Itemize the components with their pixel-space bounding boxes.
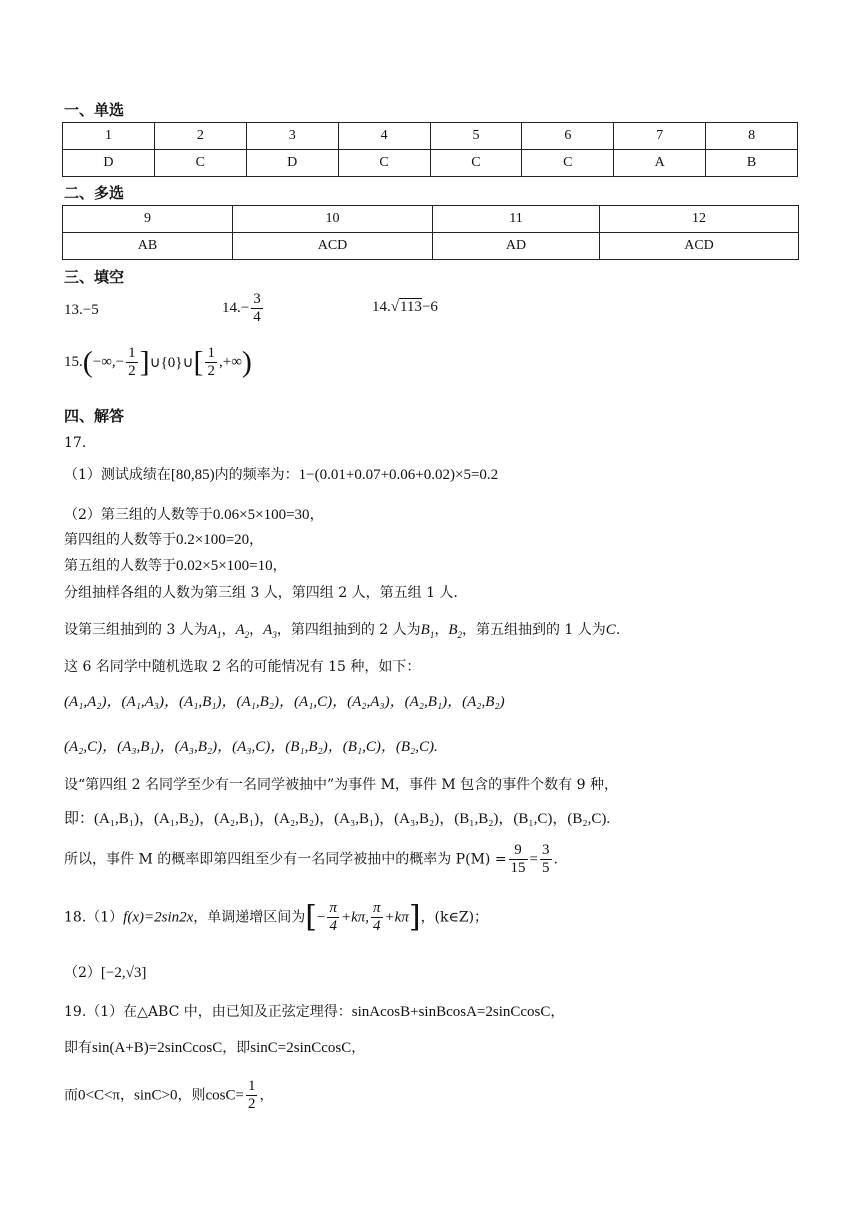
interval-part: −∞,− <box>92 354 125 370</box>
table-cell: 7 <box>614 123 706 150</box>
single-choice-table <box>62 122 798 177</box>
answer-sign: − <box>240 299 250 316</box>
denominator: 15 <box>510 860 526 876</box>
section-heading-multi: 二、多选 <box>64 184 125 202</box>
q17-pairs-line1: (A₁,A₂)，(A₁,A₃)，(A₁,B₁)，(A₁,B₂)，(A₁,C)，(A₂,A₃)，(A₂,B₁)，(A₂,B₂) <box>64 694 505 710</box>
question-number: 14. <box>372 299 391 315</box>
table-cell: 8 <box>706 123 798 150</box>
q19-part1: 19.（1）在△ABC 中，由已知及正弦定理得：sinAcosB+sinBcosA=2sinCcosC， <box>64 1004 565 1020</box>
table-cell: D <box>63 150 155 177</box>
q17-choose-text: 这 6 名同学中随机选取 2 名的可能情况有 15 种，如下： <box>64 659 421 675</box>
q18-part2 <box>64 963 146 983</box>
q17-probability: 所以，事件 M 的概率即第四组至少有一名同学被抽中的概率为 P(M) = $\frac{9}{15}$ = $\frac{3}{5}$ . <box>64 842 558 876</box>
fraction <box>126 345 138 380</box>
section-heading-fill: 三、填空 <box>64 268 125 286</box>
table-cell: C <box>430 150 522 177</box>
denominator: 2 <box>128 363 136 379</box>
answer-15: 15.(−∞,− $\frac{1}{2}$ ]∪{0}∪[ $\frac{1}{2}$ ,+∞) <box>64 345 252 379</box>
fraction <box>509 842 528 877</box>
numerator: 1 <box>247 1078 256 1094</box>
table-cell: C <box>522 150 614 177</box>
numerator: 1 <box>128 345 136 361</box>
table-cell: 6 <box>522 123 614 150</box>
text: （2）第三组的人数等于 <box>64 507 213 523</box>
text: ，则 <box>177 1087 206 1104</box>
table-cell: 12 <box>600 206 799 233</box>
q17-part1 <box>64 465 498 485</box>
section-heading-single: 一、单选 <box>64 101 125 119</box>
q17-sample-text: 分组抽样各组的人数为第三组 3 人，第四组 2 人，第五组 1 人. <box>64 585 458 601</box>
section-heading-solutions: 四、解答 <box>64 407 125 425</box>
math: sin(A+B)=2sinCcosC <box>92 1040 223 1056</box>
q17-number: 17. <box>64 435 87 451</box>
text: （1）测试成绩在 <box>64 467 171 483</box>
math: f(x)=2sin2x <box>123 909 194 926</box>
q17-event-text: 设“第四组 2 名同学至少有一名同学被抽中”为事件 M，事件 M 包含的事件个数有 9 种， <box>64 777 618 793</box>
q17-part2-line1: （2）第三组的人数等于0.06×5×100=30， <box>64 507 324 523</box>
table-row <box>63 206 799 233</box>
answer-rest: −6 <box>421 299 438 315</box>
table-cell: 11 <box>433 206 600 233</box>
numerator: π <box>373 900 381 916</box>
q19-line2: 即有sin(A+B)=2sinCcosC，即sinC=2sinCcosC， <box>64 1040 366 1056</box>
fraction <box>205 345 217 380</box>
denominator: 2 <box>207 363 215 379</box>
multi-choice-table <box>62 205 799 260</box>
table-cell: 4 <box>338 123 430 150</box>
q19-line3: 而0<C<π，sinC>0，则cosC= $\frac{1}{2}$ ， <box>64 1078 274 1112</box>
numerator: π <box>329 900 337 916</box>
fraction <box>540 842 552 877</box>
radicand: 113 <box>399 299 422 315</box>
table-cell: C <box>338 150 430 177</box>
text: 第五组的人数等于 <box>64 558 176 574</box>
math: [80,85) <box>170 467 215 483</box>
text: ，即 <box>222 1040 251 1056</box>
text: 第四组抽到的 2 人为 <box>290 622 421 638</box>
q17-assign-line: 设第三组抽到的 3 人为$A_1$，$A_2$，$A_3$，第四组抽到的 2 人为$B_1$，$B_2$，第五组抽到的 1 人为C. <box>64 622 621 640</box>
text: 第四组的人数等于 <box>64 532 176 548</box>
denominator: 5 <box>542 860 550 876</box>
text: 即有 <box>64 1040 92 1056</box>
math: +kπ <box>384 909 409 926</box>
math: +kπ, <box>340 909 370 926</box>
denominator: 4 <box>329 918 337 934</box>
text: 内的频率为： <box>214 467 299 483</box>
math: 0.2×100=20 <box>176 532 250 548</box>
math: sinC>0 <box>134 1087 178 1104</box>
numerator: 1 <box>207 345 215 361</box>
table-row <box>63 150 798 177</box>
q17-event-pairs: 即：(A₁,B₁)，(A₁,B₂)，(A₂,B₁)，(A₂,B₂)，(A₃,B₁)，(A₃,B₂)，(B₁,B₂)，(B₁,C)，(B₂,C). <box>64 811 611 827</box>
text: 18.（1） <box>64 909 124 926</box>
fraction <box>371 900 383 935</box>
text: 19.（1）在△ABC 中，由已知及正弦定理得： <box>64 1004 352 1020</box>
numerator: 3 <box>253 291 261 307</box>
q17-part2-line3: 第五组的人数等于0.02×5×100=10， <box>64 558 287 574</box>
q17-part2-line2: 第四组的人数等于0.2×100=20， <box>64 532 264 548</box>
math: 1−(0.01+0.07+0.06+0.02)×5=0.2 <box>298 467 499 483</box>
math: 0<C<π <box>78 1087 120 1104</box>
text: 而 <box>64 1087 78 1104</box>
table-cell: 10 <box>233 206 433 233</box>
denominator: 4 <box>253 309 261 325</box>
table-cell: AD <box>433 233 600 260</box>
table-cell: 9 <box>63 206 233 233</box>
denominator: 4 <box>373 918 381 934</box>
math: − <box>317 909 326 926</box>
fraction <box>327 900 339 935</box>
numerator: 9 <box>509 842 528 860</box>
table-cell: D <box>246 150 338 177</box>
table-cell: 2 <box>154 123 246 150</box>
q18-part1: 18.（1）f(x)=2sin2x，单调递增区间为[− $\frac{\pi}{4}$ +kπ, $\frac{\pi}{4}$ +kπ]，(k∈Z)； <box>64 899 489 935</box>
table-row <box>63 123 798 150</box>
math: sinC=2sinCcosC <box>250 1040 352 1056</box>
question-number: 14. <box>222 299 241 316</box>
text: （2） <box>64 965 101 981</box>
math: 0.06×5×100=30 <box>212 507 310 523</box>
interval-part: ,+∞ <box>218 354 242 370</box>
text: 所以，事件 M 的概率即第四组至少有一名同学被抽中的概率为 P(M) = <box>64 851 507 868</box>
answer-14a <box>222 291 265 326</box>
fraction <box>246 1078 258 1113</box>
interval-union: ∪{0}∪ <box>149 355 194 371</box>
math: 0.02×5×100=10 <box>176 558 273 574</box>
answer-14b: 14.√113−6 <box>372 299 438 315</box>
table-cell: ACD <box>600 233 799 260</box>
text: ，(k∈Z)； <box>420 909 489 926</box>
text: ，单调递增区间为 <box>193 909 306 926</box>
table-cell: B <box>706 150 798 177</box>
question-number: 13. <box>64 302 83 318</box>
answer-value: −5 <box>82 302 99 318</box>
text: 设第三组抽到的 3 人为 <box>64 622 208 638</box>
answer-13 <box>64 300 99 320</box>
math: [−2,√3] <box>100 965 147 981</box>
numerator: 3 <box>542 842 550 858</box>
table-cell: C <box>154 150 246 177</box>
table-cell: ACD <box>233 233 433 260</box>
math: sinAcosB+sinBcosA=2sinCcosC <box>351 1004 551 1020</box>
table-cell: 5 <box>430 123 522 150</box>
denominator: 2 <box>247 1096 256 1112</box>
q17-pairs-line2: (A₂,C)，(A₃,B₁)，(A₃,B₂)，(A₃,C)，(B₁,B₂)，(B₁,C)，(B₂,C). <box>64 739 438 755</box>
question-number: 15. <box>64 354 83 370</box>
table-cell: A <box>614 150 706 177</box>
text: 第五组抽到的 1 人为 <box>475 622 606 638</box>
table-cell: 3 <box>246 123 338 150</box>
math: cosC= <box>205 1087 244 1104</box>
table-cell: AB <box>63 233 233 260</box>
fraction <box>251 291 263 326</box>
table-row <box>63 233 799 260</box>
table-cell: 1 <box>63 123 155 150</box>
